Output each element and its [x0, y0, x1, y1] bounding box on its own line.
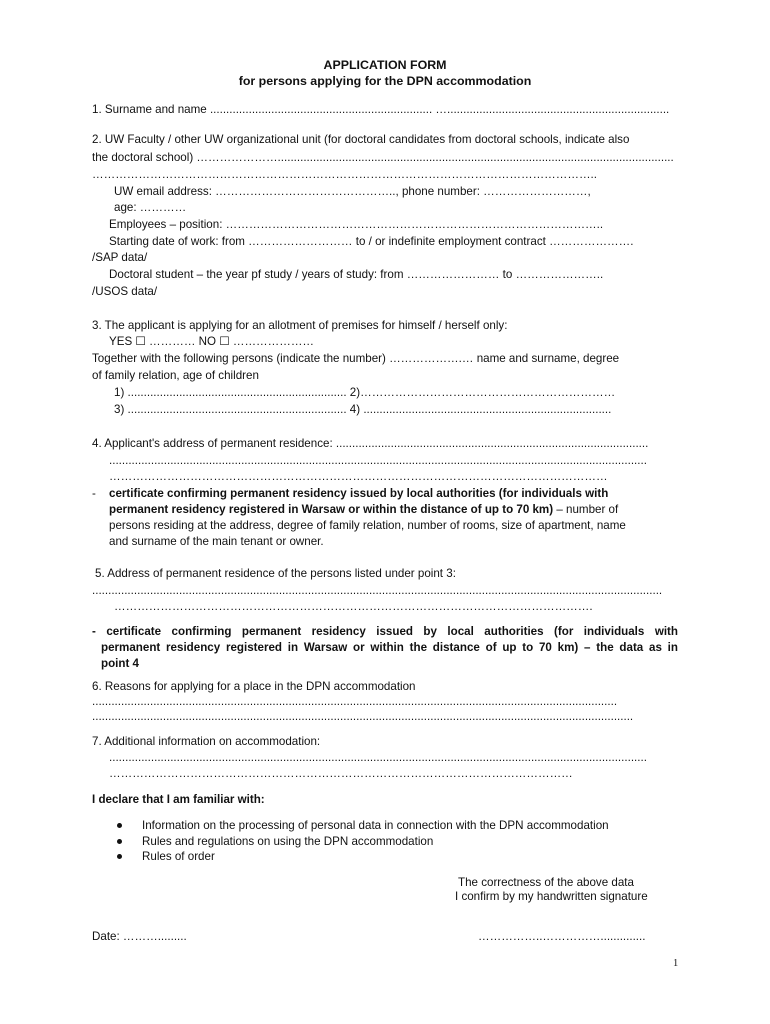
q2-faculty-extra-line[interactable]: …………………………………………………………………………………………………………………..	[92, 168, 597, 181]
q7-info-line-1[interactable]: .......................................................................................................................................................................	[109, 751, 647, 764]
q1-surname-name-field[interactable]: 1. Surname and name ..................................................................... ….....................................................................	[92, 103, 670, 116]
q6-reasons-line-2[interactable]: ........................................................................................................................................................................	[92, 710, 634, 723]
q2-usos-data-note: /USOS data/	[92, 285, 158, 298]
q4-address-field[interactable]: 4. Applicant's address of permanent residence: .................................................................................................	[92, 437, 649, 450]
q2-doctoral-school-field[interactable]: the doctoral school) …………………...........................................................................................................................	[92, 151, 674, 164]
signature-confirmation-1: The correctness of the above data	[458, 876, 634, 889]
q3-persons-1-2-field[interactable]: 1) .................................................................... 2)…………………………………………………………	[114, 386, 616, 399]
q4-certificate-note-2	[109, 502, 618, 517]
signature-field[interactable]: ……………..……………..............	[478, 930, 646, 943]
q4-address-line-2[interactable]: .......................................................................................................................................................................	[109, 454, 647, 467]
bullet-icon	[117, 854, 122, 859]
q6-reasons-line-1[interactable]: ...................................................................................................................................................................	[92, 695, 618, 708]
q4-certificate-bold: permanent residency registered in Warsaw or within the distance of up to 70 km)	[109, 503, 554, 516]
q4-certificate-note-1: certificate confirming permanent residency issued by local authorities (for individuals with	[109, 487, 609, 500]
page-number: 1	[673, 958, 679, 969]
bullet-icon	[117, 839, 122, 844]
q5-persons-address-label: 5. Address of permanent residence of the persons listed under point 3:	[95, 567, 456, 580]
q2-age-field[interactable]: age: …………	[114, 201, 187, 214]
q7-info-line-2[interactable]: …………………………………………………………………………………………………………	[109, 767, 573, 780]
q4-address-line-3[interactable]: …………………………………………………………………………………………………………………	[109, 470, 608, 483]
q5-certificate-note-3: point 4	[101, 657, 139, 670]
declaration-item: Rules and regulations on using the DPN accommodation	[142, 835, 434, 848]
declaration-item: Information on the processing of personal data in connection with the DPN accommodation	[142, 819, 609, 832]
q5-certificate-note-1: - certificate confirming permanent residency issued by local authorities (for individuals with	[92, 625, 678, 638]
q3-yes-no-checkbox[interactable]: YES ☐ ………… NO ☐ …………………	[109, 335, 315, 348]
bullet-icon	[117, 823, 122, 828]
signature-confirmation-2: I confirm by my handwritten signature	[455, 890, 648, 903]
q4-cert-dash: -	[92, 487, 96, 500]
q6-reasons-label: 6. Reasons for applying for a place in the DPN accommodation	[92, 680, 416, 693]
q3-allotment-label: 3. The applicant is applying for an allotment of premises for himself / herself only:	[92, 319, 508, 332]
declaration-heading: I declare that I am familiar with:	[92, 793, 265, 806]
q5-certificate-note-2: permanent residency registered in Warsaw or within the distance of up to 70 km) – the data as in	[101, 641, 678, 654]
q2-start-date-field[interactable]: Starting date of work: from ……………………… to / or indefinite employment contract ………………….	[109, 235, 634, 248]
q3-family-relation-label: of family relation, age of children	[92, 369, 259, 382]
q2-faculty-label: 2. UW Faculty / other UW organizational unit (for doctoral candidates from doctoral schools, indicate also	[92, 133, 630, 146]
date-field[interactable]: Date: ……….........	[92, 930, 187, 943]
declaration-item: Rules of order	[142, 850, 215, 863]
q3-persons-3-4-field[interactable]: 3) .................................................................... 4) .............................................................................	[114, 403, 612, 416]
q2-email-phone-field[interactable]: UW email address: ……………………………………….., phone number: ………………………,	[114, 185, 591, 198]
q4-certificate-rest: – number of	[556, 503, 619, 516]
q7-additional-info-label: 7. Additional information on accommodation:	[92, 735, 321, 748]
q2-employee-position-field[interactable]: Employees – position: ……………………………………………………………………………………..	[109, 218, 604, 231]
form-subtitle: for persons applying for the DPN accommodation	[238, 74, 532, 88]
q3-persons-number-field[interactable]: Together with the following persons (indicate the number) ……………….… name and surname, degree	[92, 352, 620, 365]
q5-address-line-1[interactable]: .................................................................................................................................................................................	[92, 584, 663, 597]
q4-certificate-note-4: and surname of the main tenant or owner.	[109, 535, 324, 548]
q4-certificate-note-3: persons residing at the address, degree of family relation, number of rooms, size of apartment, name	[109, 519, 626, 532]
q2-doctoral-years-field[interactable]: Doctoral student – the year pf study / years of study: from …………………… to …………………..	[109, 268, 604, 281]
q5-address-line-2[interactable]: …………………………………………………………………………………………………………….	[114, 600, 593, 613]
q2-sap-data-note: /SAP data/	[92, 251, 148, 264]
form-title: APPLICATION FORM	[323, 58, 447, 72]
